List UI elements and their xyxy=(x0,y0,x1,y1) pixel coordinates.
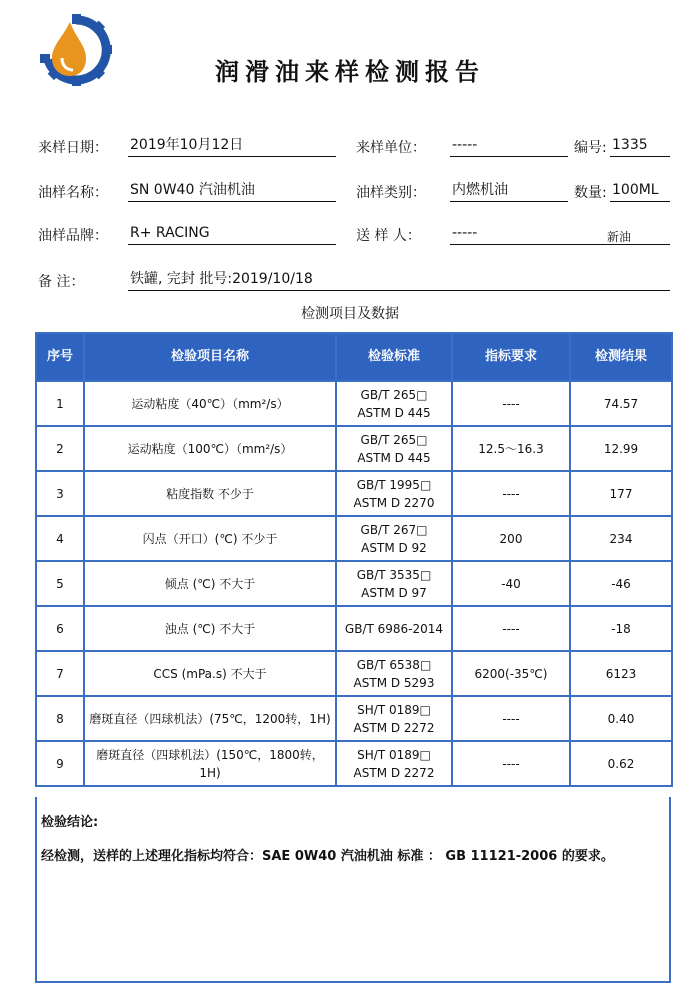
standard-line-1: SH/T 0189□ xyxy=(357,747,431,762)
table-row xyxy=(36,741,672,786)
cell-result: 177 xyxy=(570,471,672,516)
cell-item: CCS (mPa.s) 不大于 xyxy=(84,651,336,696)
standard-line-1: GB/T 6538□ xyxy=(356,657,432,672)
report-title: 润滑油来样检测报告 xyxy=(215,57,485,86)
cell-standard xyxy=(336,606,452,651)
sender-label: 送 样 人： xyxy=(356,228,421,244)
remark-label: 备 注： xyxy=(38,274,85,290)
cell-item: 运动粘度（40℃）（mm²/s） xyxy=(84,381,336,426)
sample-date-field xyxy=(128,134,336,157)
number-label: 编号: xyxy=(574,140,607,156)
cell-standard xyxy=(336,516,452,561)
oil-name-field xyxy=(128,179,336,202)
cell-no: 9 xyxy=(36,741,84,786)
cell-item: 浊点 (℃) 不大于 xyxy=(84,606,336,651)
quantity-value: 100ML xyxy=(612,182,659,198)
cell-requirement: ---- xyxy=(452,381,570,426)
cell-requirement: 6200(-35℃) xyxy=(452,651,570,696)
standard-line-1: SH/T 0189□ xyxy=(357,702,431,717)
cell-result: 0.40 xyxy=(570,696,672,741)
standard-line-1: GB/T 265□ xyxy=(360,432,428,447)
oil-name-value: SN 0W40 汽油机油 xyxy=(130,182,255,198)
cell-standard xyxy=(336,696,452,741)
cell-requirement: -40 xyxy=(452,561,570,606)
cell-item: 闪点（开口）(℃) 不少于 xyxy=(84,516,336,561)
remark-field xyxy=(128,268,670,291)
table-header-row xyxy=(36,333,672,381)
cell-no: 6 xyxy=(36,606,84,651)
table-row xyxy=(36,381,672,426)
brand-label: 油样品牌： xyxy=(38,228,108,244)
cell-result: 234 xyxy=(570,516,672,561)
cell-result: -18 xyxy=(570,606,672,651)
header-item: 检验项目名称 xyxy=(84,333,336,381)
cell-requirement: ---- xyxy=(452,741,570,786)
conclusion-box xyxy=(35,797,671,983)
brand-value: R+ RACING xyxy=(130,225,210,241)
table-row xyxy=(36,471,672,516)
brand-field xyxy=(128,222,336,245)
header-standard: 检验标准 xyxy=(336,333,452,381)
conclusion-text: 经检测，送样的上述理化指标均符合：SAE 0W40 汽油机油 标准 ： GB 11121-2006 的要求。 xyxy=(41,849,614,864)
header-no: 序号 xyxy=(36,333,84,381)
cell-requirement: ---- xyxy=(452,606,570,651)
standard-line-2: ASTM D 97 xyxy=(361,585,427,600)
cell-standard xyxy=(336,741,452,786)
standard-line-2: ASTM D 2272 xyxy=(353,765,435,780)
test-results-table xyxy=(35,332,673,787)
sender-value: ----- xyxy=(452,225,478,241)
cell-result: -46 xyxy=(570,561,672,606)
sample-unit-field xyxy=(450,134,568,157)
cell-no: 3 xyxy=(36,471,84,516)
table-row xyxy=(36,651,672,696)
cell-standard xyxy=(336,561,452,606)
number-field xyxy=(610,134,670,157)
sample-date-value: 2019年10月12日 xyxy=(130,137,244,153)
cell-item: 粘度指数 不少于 xyxy=(84,471,336,516)
table-row xyxy=(36,426,672,471)
cell-result: 0.62 xyxy=(570,741,672,786)
cell-no: 8 xyxy=(36,696,84,741)
header-result: 检测结果 xyxy=(570,333,672,381)
standard-line-1: GB/T 6986-2014 xyxy=(344,621,444,636)
section-title: 检测项目及数据 xyxy=(301,306,399,322)
standard-line-2: ASTM D 92 xyxy=(361,540,427,555)
sample-unit-value: ----- xyxy=(452,137,478,153)
cell-item: 磨斑直径（四球机法）(75℃，1200转，1H) xyxy=(84,696,336,741)
remark-value: 铁罐, 完封 批号:2019/10/18 xyxy=(130,271,313,287)
cell-requirement: 200 xyxy=(452,516,570,561)
cell-standard xyxy=(336,471,452,516)
sample-date-label: 来样日期： xyxy=(38,140,108,156)
cell-item: 倾点 (℃) 不大于 xyxy=(84,561,336,606)
cell-no: 7 xyxy=(36,651,84,696)
cell-no: 2 xyxy=(36,426,84,471)
standard-line-2: ASTM D 5293 xyxy=(353,675,435,690)
cell-result: 12.99 xyxy=(570,426,672,471)
table-row xyxy=(36,606,672,651)
cell-requirement: ---- xyxy=(452,471,570,516)
standard-line-1: GB/T 265□ xyxy=(360,387,428,402)
oil-type-field xyxy=(450,179,568,202)
standard-line-2: ASTM D 2272 xyxy=(353,720,435,735)
cell-item: 磨斑直径（四球机法）(150℃，1800转，1H) xyxy=(84,741,336,786)
header-requirement: 指标要求 xyxy=(452,333,570,381)
cell-item: 运动粘度（100℃）（mm²/s） xyxy=(84,426,336,471)
conclusion-title: 检验结论: xyxy=(41,815,99,830)
cell-result: 6123 xyxy=(570,651,672,696)
oil-type-label: 油样类别： xyxy=(356,185,426,201)
standard-line-1: GB/T 3535□ xyxy=(356,567,432,582)
standard-line-1: GB/T 1995□ xyxy=(356,477,432,492)
sample-unit-label: 来样单位： xyxy=(356,140,426,156)
cell-standard xyxy=(336,381,452,426)
quantity-label: 数量: xyxy=(574,185,607,201)
standard-line-2: ASTM D 2270 xyxy=(353,495,435,510)
cell-no: 4 xyxy=(36,516,84,561)
cell-requirement: 12.5～16.3 xyxy=(452,426,570,471)
standard-line-2: ASTM D 445 xyxy=(357,450,431,465)
cell-requirement: ---- xyxy=(452,696,570,741)
standard-line-2: ASTM D 445 xyxy=(357,405,431,420)
oil-name-label: 油样名称： xyxy=(38,185,108,201)
cell-standard xyxy=(336,426,452,471)
cell-no: 1 xyxy=(36,381,84,426)
cell-result: 74.57 xyxy=(570,381,672,426)
quantity-field xyxy=(610,179,670,202)
cell-standard xyxy=(336,651,452,696)
cell-no: 5 xyxy=(36,561,84,606)
condition-value: 新油 xyxy=(606,230,631,244)
oil-type-value: 内燃机油 xyxy=(452,182,508,198)
number-value: 1335 xyxy=(612,137,648,153)
table-row xyxy=(36,516,672,561)
table-row xyxy=(36,561,672,606)
sender-field xyxy=(450,222,568,245)
standard-line-1: GB/T 267□ xyxy=(360,522,428,537)
table-row xyxy=(36,696,672,741)
